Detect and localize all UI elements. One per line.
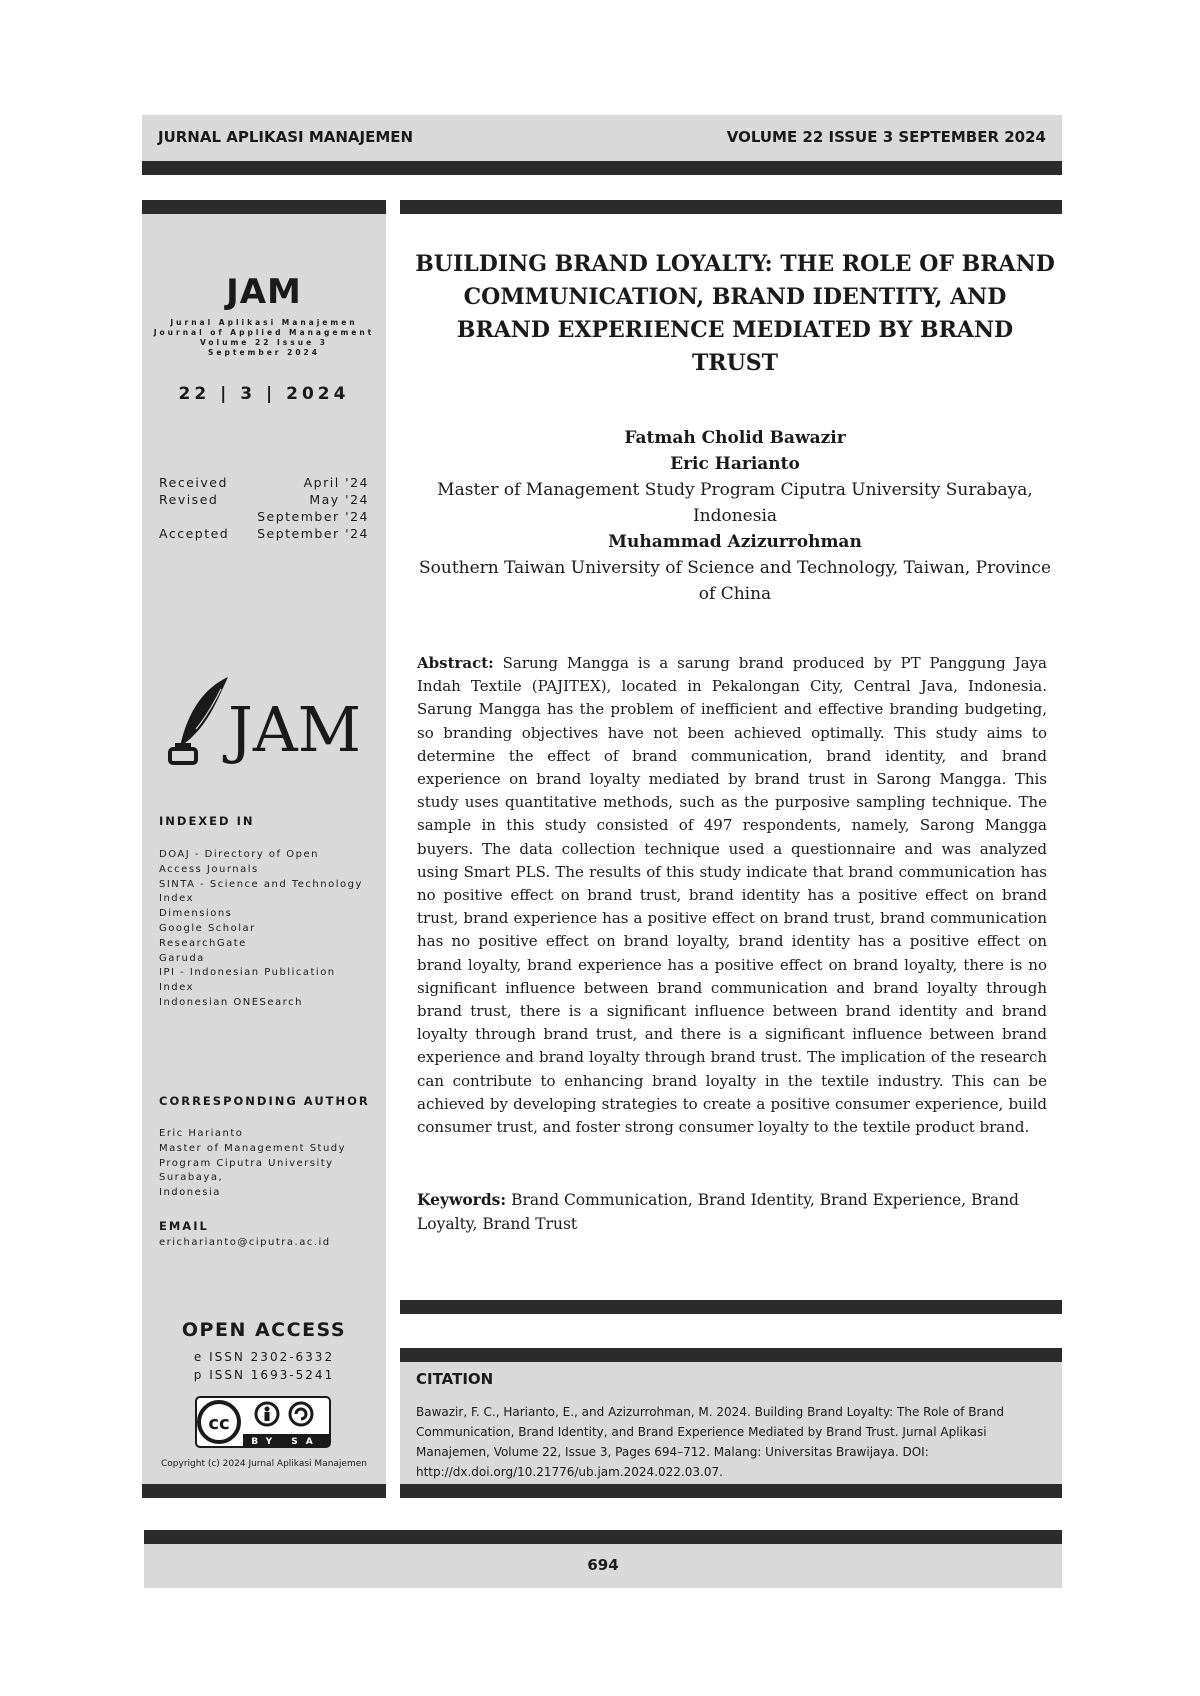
index-item: Google Scholar — [159, 922, 256, 934]
indexed-list — [159, 848, 374, 1011]
sidebar — [142, 214, 386, 1498]
abstract-text: Sarung Mangga is a sarung brand produced by PT Panggung Jaya Indah Textile (PAJITEX), located in Pekalongan City, Central Java, Indonesia. Sarung Mangga has the problem of inefficient and effective branding budgeting, so branding objectives have not been achieved optimally. This study aims to determine the effect of brand communication, brand identity, and brand experience on brand loyalty mediated by brand trust in Sarong Mangga. This study uses quantitative methods, such as the purposive sampling technique. The sample in this study consisted of 497 respondents, namely, Sarong Mangga buyers. The data collection technique used a questionnaire and was analyzed using Smart PLS. The results of this study indicate that brand communication has no positive effect on brand trust, brand identity has a positive effect on brand trust, brand experience has a positive effect on brand trust, brand communication has no positive effect on brand loyalty, brand identity has a positive effect on brand loyalty, brand experience has a positive effect on brand loyalty, there is no significant influence between brand communication and brand loyalty through brand trust, there is a significant influence between brand identity and brand loyalty through brand trust, and there is a significant influence between brand experience and brand loyalty through brand trust. The implication of the research can contribute to enhancing brand loyalty in the textile industry. This can be achieved by developing strategies to create a positive consumer experience, build consumer trust, and foster strong consumer loyalty to the textile product brand. — [417, 654, 1047, 1137]
citation-box — [400, 1362, 1062, 1484]
date-row: Revised May '24 — [159, 492, 369, 507]
citation-title: CITATION — [416, 1370, 494, 1388]
abstract — [417, 652, 1047, 1139]
svg-text:BY SA: BY SA — [251, 1437, 321, 1447]
email-title: EMAIL — [159, 1219, 209, 1233]
citation-text: Bawazir, F. C., Harianto, E., and Azizurrohman, M. 2024. Building Brand Loyalty: The Role of Brand Communication, Brand Identity, and Brand Experience Mediated by Brand Trust. Jurnal Aplikasi Manajemen, Volume 22, Issue 3, Pages 694–712. Malang: Universitas Brawijaya. DOI: http://dx.doi.org/10.21776/ub.jam.2024.022.03.07. — [416, 1405, 1004, 1479]
jam-subtitle-line: Journal of Applied Management — [153, 328, 375, 337]
date-row: September '24 — [257, 509, 369, 524]
author-name: Eric Harianto — [670, 454, 800, 474]
jam-subtitle-line: Jurnal Aplikasi Manajemen — [170, 318, 358, 327]
indexed-title: INDEXED IN — [159, 814, 255, 828]
header-divider — [142, 161, 1062, 175]
sidebar-bottom-divider — [142, 1484, 386, 1498]
eissn: e ISSN 2302-6332 — [193, 1350, 335, 1364]
corresponding-title: CORRESPONDING AUTHOR — [159, 1094, 370, 1108]
copyright-notice: Copyright (c) 2024 Jurnal Aplikasi Manajemen — [161, 1459, 367, 1469]
jam-subtitle-line: Volume 22 Issue 3 — [200, 338, 328, 347]
index-item: Access Journals — [159, 863, 259, 875]
issue-info: VOLUME 22 ISSUE 3 SEPTEMBER 2024 — [726, 128, 1046, 146]
jam-subtitle-line: September 2024 — [208, 348, 320, 357]
running-header — [142, 115, 1062, 161]
quill-icon — [180, 677, 228, 747]
index-item: Index — [159, 982, 195, 994]
journal-name: JURNAL APLIKASI MANAJEMEN — [158, 128, 414, 146]
sidebar-top-divider — [142, 200, 386, 214]
keywords-text: Brand Communication, Brand Identity, Brand Experience, Brand Loyalty, Brand Trust — [417, 1191, 1019, 1233]
date-row: Received April '24 — [159, 475, 369, 490]
svg-text:cc: cc — [208, 1413, 230, 1434]
keywords-label: Keywords: — [417, 1190, 507, 1209]
author-affiliation: Southern Taiwan University of Science and Technology, Taiwan, Province of China — [418, 558, 1052, 604]
page-number: 694 — [587, 1556, 619, 1574]
abstract-label: Abstract: — [417, 654, 494, 672]
email-address[interactable]: ericharianto@ciputra.ac.id — [159, 1237, 331, 1248]
index-item: IPI - Indonesian Publication — [159, 967, 336, 979]
date-row: Accepted September '24 — [159, 526, 369, 541]
inkwell-icon — [170, 749, 196, 763]
index-item: SINTA - Science and Technology — [159, 878, 363, 890]
keywords — [417, 1188, 1047, 1236]
cc-by-sa-badge[interactable] — [195, 1396, 331, 1448]
sa-icon — [290, 1403, 312, 1425]
volume-numbers: 22 | 3 | 2024 — [178, 384, 350, 404]
index-item: Indonesian ONESearch — [159, 996, 303, 1008]
index-item: DOAJ - Directory of Open — [159, 849, 319, 860]
citation-divider-top — [400, 1300, 1062, 1314]
article-title: BUILDING BRAND LOYALTY: THE ROLE OF BRAND COMMUNICATION, BRAND IDENTITY, AND BRAND EXPERIENCE MEDIATED BY BRAND TRUST — [415, 251, 1055, 376]
jam-wordmark: JAM — [226, 272, 302, 312]
index-item: Garuda — [159, 952, 205, 964]
index-item: ResearchGate — [159, 937, 247, 949]
index-item: Index — [159, 893, 195, 905]
jam-logo — [166, 669, 366, 769]
corresponding-author: Eric Harianto Master of Management Study Program Ciputra University Surabaya, Indonesia — [159, 1128, 347, 1199]
open-access-label: OPEN ACCESS — [181, 1319, 347, 1341]
index-item: Dimensions — [159, 908, 233, 920]
author-name: Fatmah Cholid Bawazir — [624, 428, 846, 448]
footer-divider — [144, 1530, 1062, 1544]
citation-divider — [400, 1348, 1062, 1362]
logo-text: JAM — [228, 693, 362, 766]
citation-bottom-divider — [400, 1484, 1062, 1498]
page-footer — [144, 1544, 1062, 1588]
main-top-divider — [400, 200, 1062, 214]
author-name: Muhammad Azizurrohman — [608, 532, 862, 552]
author-affiliation: Master of Management Study Program Ciputra University Surabaya, Indonesia — [437, 480, 1033, 526]
pissn: p ISSN 1693-5241 — [193, 1368, 335, 1382]
